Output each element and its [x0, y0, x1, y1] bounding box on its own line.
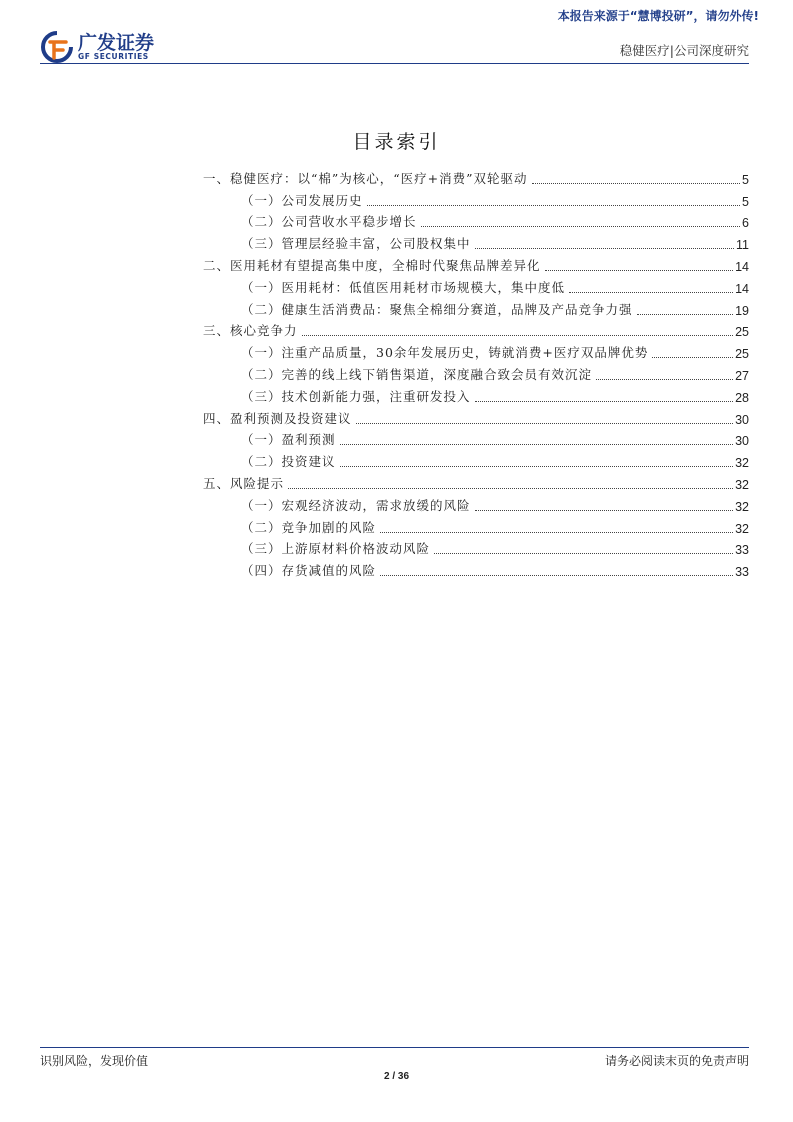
toc-subsection-entry[interactable]: [203, 514, 749, 536]
toc-entry-page: 6: [742, 216, 749, 231]
footer-divider: [40, 1047, 749, 1048]
toc-dot-leader: [356, 413, 734, 424]
toc-subsection-entry[interactable]: [203, 492, 749, 514]
toc-subsection-entry[interactable]: [203, 427, 749, 449]
header-divider: [40, 63, 749, 64]
footer-disclaimer-note: 请务必阅读末页的免责声明: [604, 1054, 749, 1068]
toc-entry-label: （三）技术创新能力强，注重研发投入: [241, 388, 471, 404]
toc-subsection-entry[interactable]: [203, 339, 749, 361]
toc-section-entry[interactable]: [203, 165, 749, 187]
toc-entry-label: 三、核心竞争力: [203, 323, 298, 339]
toc-dot-leader: [637, 304, 734, 315]
toc-entry-label: （三）上游原材料价格波动风险: [241, 541, 431, 557]
toc-dot-leader: [475, 238, 735, 249]
toc-dot-leader: [532, 173, 741, 184]
toc-title: 目录索引: [352, 131, 441, 153]
toc-entry-page: 32: [735, 477, 749, 492]
toc-dot-leader: [652, 347, 733, 358]
toc-entry-label: （二）投资建议: [241, 454, 336, 470]
toc-dot-leader: [569, 282, 733, 293]
toc-subsection-entry[interactable]: [203, 296, 749, 318]
toc-section-entry[interactable]: [203, 405, 749, 427]
footer-slogan: 识别风险，发现价值: [40, 1054, 149, 1068]
toc-subsection-entry[interactable]: [203, 536, 749, 558]
toc-entry-label: （二）竞争加剧的风险: [241, 519, 377, 535]
toc-dot-leader: [340, 456, 734, 467]
toc-entry-label: 二、医用耗材有望提高集中度，全棉时代聚焦品牌差异化: [203, 257, 541, 273]
toc-dot-leader: [545, 260, 734, 271]
toc-entry-page: 32: [735, 499, 749, 514]
toc-entry-page: 30: [735, 434, 749, 449]
toc-entry-page: 19: [735, 303, 749, 318]
toc-entry-page: 28: [735, 390, 749, 405]
toc-dot-leader: [302, 325, 734, 336]
toc-entry-label: （一）公司发展历史: [241, 192, 363, 208]
toc-dot-leader: [475, 391, 734, 402]
toc-dot-leader: [421, 216, 741, 227]
toc-entry-label: 五、风险提示: [203, 475, 285, 491]
toc-entry-page: 5: [742, 172, 749, 187]
table-of-contents: [203, 165, 749, 579]
toc-entry-page: 25: [735, 347, 749, 362]
toc-entry-label: （四）存货减值的风险: [241, 563, 377, 579]
toc-entry-label: （二）健康生活消费品：聚焦全棉细分赛道，品牌及产品竞争力强: [241, 301, 633, 317]
gf-securities-logo: [40, 28, 180, 64]
toc-entry-page: 27: [735, 368, 749, 383]
page-number: 2 / 36: [383, 1071, 410, 1082]
toc-entry-label: 一、稳健医疗：以“棉”为核心，“医疗+消费”双轮驱动: [203, 170, 528, 186]
toc-entry-page: 33: [735, 565, 749, 580]
toc-subsection-entry[interactable]: [203, 361, 749, 383]
toc-subsection-entry[interactable]: [203, 383, 749, 405]
toc-section-entry[interactable]: [203, 318, 749, 340]
toc-subsection-entry[interactable]: [203, 557, 749, 579]
toc-section-entry[interactable]: [203, 470, 749, 492]
watermark-text: 本报告来源于“慧博投研”，请勿外传!: [557, 9, 759, 23]
toc-entry-label: （二）公司营收水平稳步增长: [241, 214, 417, 230]
toc-entry-page: 5: [742, 194, 749, 209]
toc-dot-leader: [288, 478, 733, 489]
toc-entry-page: 14: [735, 281, 749, 296]
toc-entry-page: 32: [735, 521, 749, 536]
toc-entry-page: 14: [735, 259, 749, 274]
toc-entry-page: 33: [735, 543, 749, 558]
toc-entry-page: 32: [735, 456, 749, 471]
toc-dot-leader: [380, 522, 733, 533]
toc-entry-label: （一）盈利预测: [241, 432, 336, 448]
toc-section-entry[interactable]: [203, 252, 749, 274]
toc-entry-label: （三）管理层经验丰富，公司股权集中: [241, 236, 471, 252]
toc-entry-label: （二）完善的线上线下销售渠道，深度融合致会员有效沉淀: [241, 366, 593, 382]
toc-entry-page: 30: [735, 412, 749, 427]
logo-english-name: GF SECURITIES: [78, 52, 149, 61]
toc-subsection-entry[interactable]: [203, 274, 749, 296]
toc-entry-label: （一）注重产品质量，30余年发展历史，铸就消费+医疗双品牌优势: [241, 345, 649, 361]
toc-dot-leader: [380, 565, 733, 576]
toc-entry-page: 25: [735, 325, 749, 340]
toc-dot-leader: [434, 543, 733, 554]
toc-subsection-entry[interactable]: [203, 209, 749, 231]
toc-dot-leader: [367, 195, 741, 206]
toc-subsection-entry[interactable]: [203, 230, 749, 252]
toc-dot-leader: [340, 434, 734, 445]
header-report-title: 稳健医疗|公司深度研究: [619, 43, 749, 58]
toc-subsection-entry[interactable]: [203, 187, 749, 209]
toc-dot-leader: [596, 369, 733, 380]
toc-entry-label: （一）宏观经济波动，需求放缓的风险: [241, 497, 471, 513]
gf-logo-icon: [40, 30, 74, 64]
toc-entry-label: 四、盈利预测及投资建议: [203, 410, 352, 426]
toc-entry-page: 11: [736, 238, 749, 253]
toc-dot-leader: [475, 500, 734, 511]
toc-subsection-entry[interactable]: [203, 448, 749, 470]
toc-entry-label: （一）医用耗材：低值医用耗材市场规模大，集中度低: [241, 279, 566, 295]
logo-chinese-name: 广发证券: [78, 32, 155, 54]
